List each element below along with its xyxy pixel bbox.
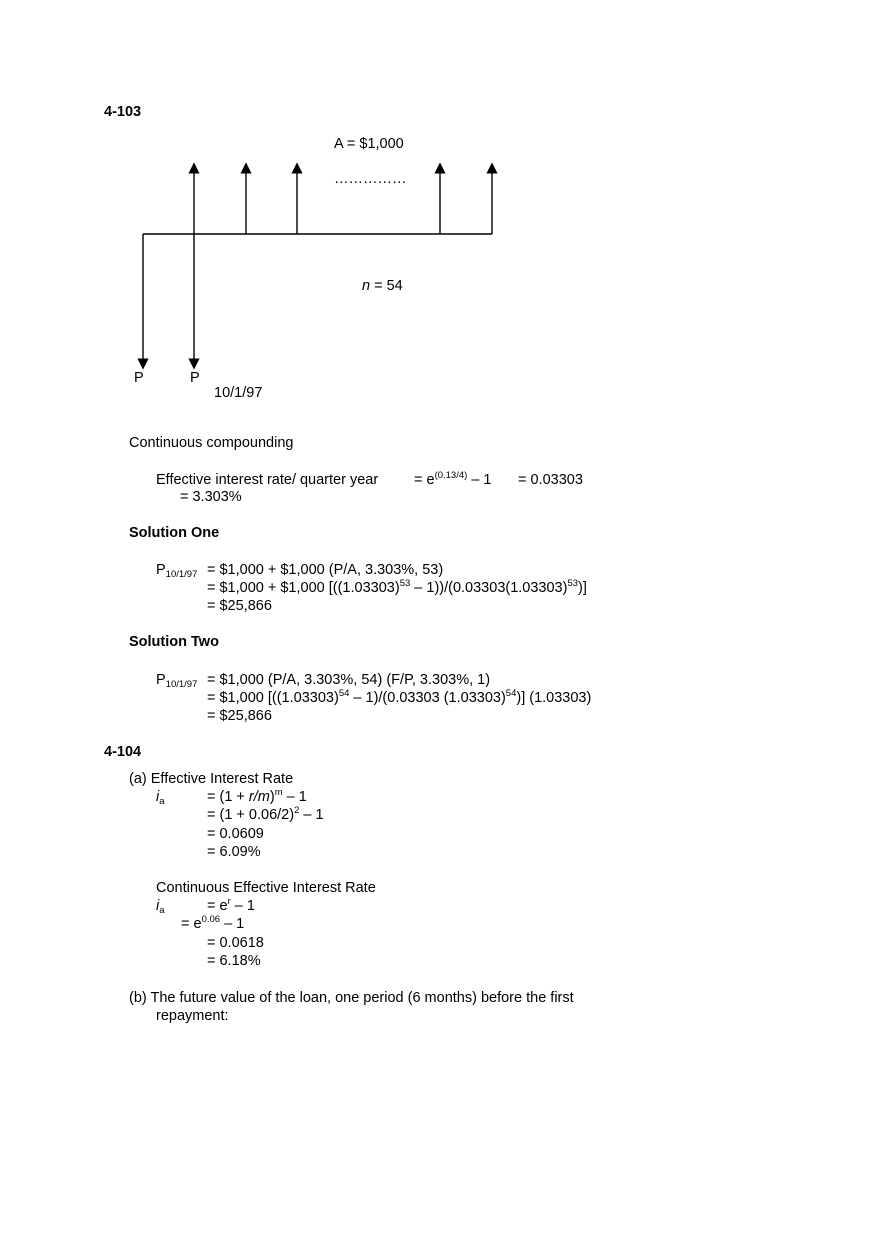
part-b-line-1: (b) The future value of the loan, one period (6 months) before the first [129,990,574,1006]
solution-one-line-3: = $25,866 [207,598,272,614]
continuous-effective-label: Continuous Effective Interest Rate [156,880,376,896]
problem-heading-4-104: 4-104 [104,744,142,760]
p-label-2: P [190,370,200,386]
part-a-line-2: = $(1 + 0.06/2)^2 - 1$ [207,805,324,823]
continuous-line-1: = $e^r - 1$ [207,896,255,914]
problem-heading-4-103: 4-103 [104,104,142,120]
continuous-compounding-label: Continuous compounding [129,435,294,451]
solution-one-title: Solution One [129,525,220,541]
ellipsis-dots: …………… [334,171,407,187]
part-a-line-1: = $(1 + r/m)^m - 1$ [207,787,307,805]
date-label: 10/1/97 [214,385,263,401]
solution-two-line-3: = $25,866 [207,708,272,724]
continuous-line-2: = $e^{0.06} - 1$ [181,914,245,932]
solution-two-title: Solution Two [129,634,219,650]
periods-label: n = 54 [362,278,403,294]
solution-two-line-2: = $1,000 [$((1.03303)^{54} - 1)/(0.03303$ $(1.03303)^{54}$)] (1.03303) [207,688,592,706]
cash-flow-diagram [0,0,880,420]
effective-rate-formula: = $e^{(0.13/4)} - 1$ [414,470,492,488]
solution-one-p: $P_{10/1/97}$ [156,562,198,580]
part-a-line-4: = 6.09% [207,844,261,860]
effective-rate-text: Effective interest rate/ quarter year [156,472,379,488]
effective-rate-result: = 0.03303 [518,472,583,488]
part-a-label: (a) Effective Interest Rate [129,771,294,787]
solution-two-line-1: = $1,000 (P/A, 3.303%, 54) (F/P, 3.303%, 1) [207,672,491,688]
solution-one-line-2: = $1,000 + $1,000 $[((1.03303)^{53} - 1))/(0.03303(1.03303)^{53})$] [207,578,587,596]
ia-symbol-2: $i_a$ [156,898,165,916]
continuous-line-4: = 6.18% [207,953,261,969]
solution-two-p: $P_{10/1/97}$ [156,672,198,690]
solution-one-line-1: = $1,000 + $1,000 (P/A, 3.303%, 53) [207,562,444,578]
part-a-line-3: = 0.0609 [207,826,264,842]
ia-symbol-1: $i_a$ [156,789,165,807]
annuity-label: A = $1,000 [334,136,404,152]
effective-rate-percent: = 3.303% [180,489,242,505]
continuous-line-3: = 0.0618 [207,935,264,951]
part-b-line-2: repayment: [156,1008,229,1024]
p-label-1: P [134,370,144,386]
